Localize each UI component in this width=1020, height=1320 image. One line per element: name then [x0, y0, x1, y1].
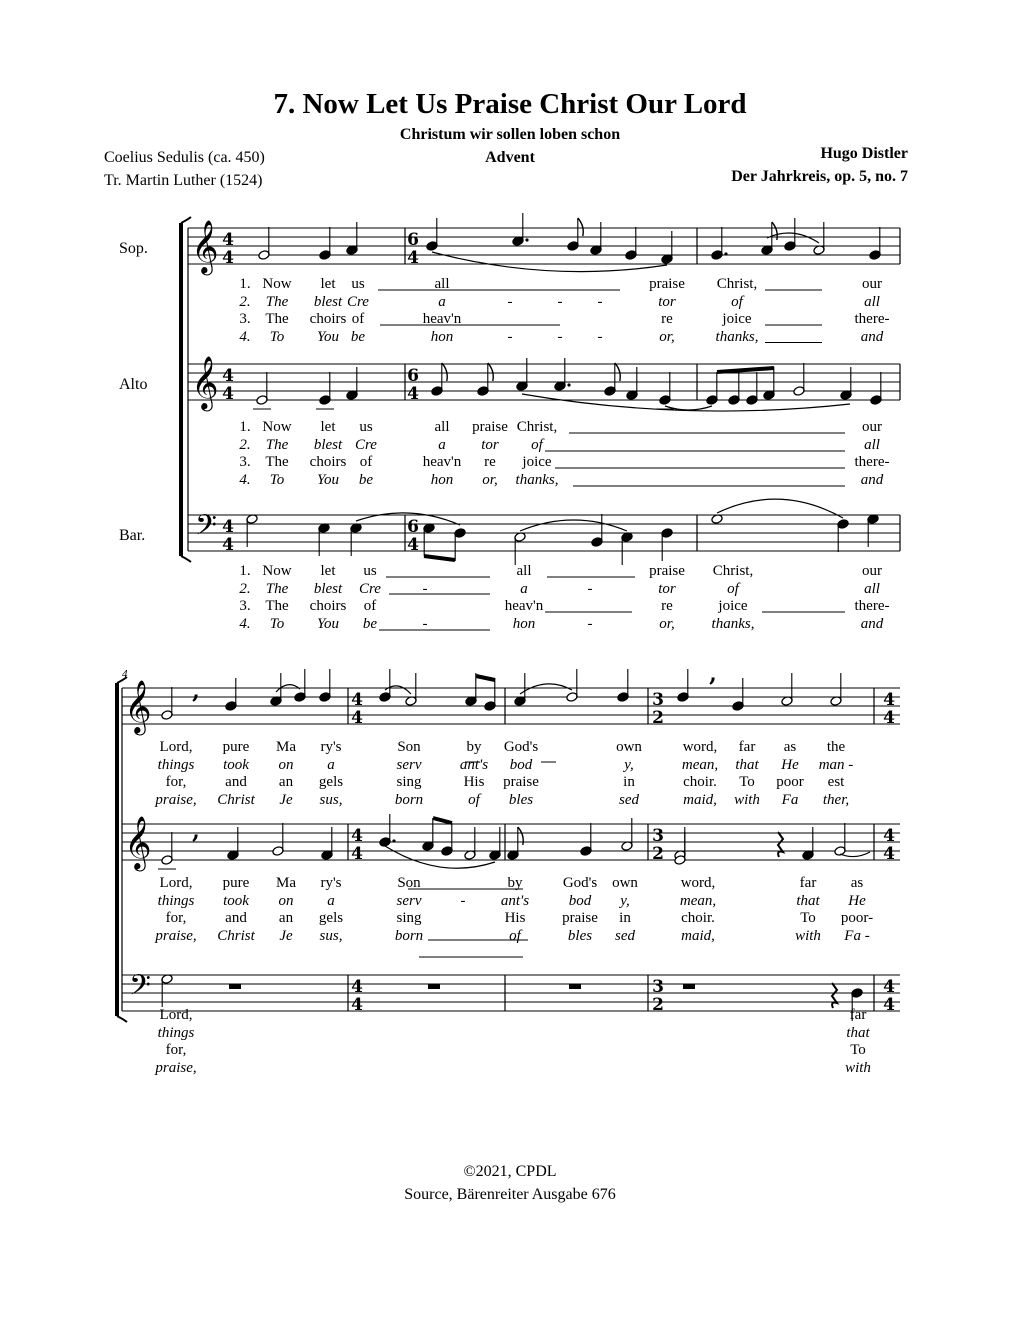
- time-signature-bottom: 4: [407, 384, 419, 404]
- lyric-syllable: praise: [503, 774, 539, 790]
- lyric-syllable: word,: [680, 875, 716, 891]
- time-signature-top: 6: [407, 366, 419, 386]
- slur: [522, 394, 850, 411]
- lyric-syllable: choirs: [309, 454, 347, 470]
- time-signature-bottom: 4: [351, 844, 363, 864]
- lyric-syllable: tor: [658, 580, 676, 597]
- time-signature-top: 4: [351, 977, 363, 997]
- lyric-syllable: gels: [318, 774, 344, 790]
- lyric-syllable: a: [520, 580, 528, 597]
- note-flag: [615, 363, 620, 381]
- lyric-syllable: as: [783, 739, 797, 755]
- lyric-syllable: Fa: [781, 791, 799, 808]
- lyric-syllable: a: [438, 436, 446, 453]
- lyric-syllable: Cre: [355, 436, 377, 453]
- lyric-syllable: Cre: [359, 580, 381, 597]
- bracket-hook: [181, 217, 191, 223]
- source-notice: Source, Bärenreiter Ausgabe 676: [404, 1186, 616, 1203]
- lyric-syllable: in: [623, 774, 635, 790]
- lyric-syllable: The: [265, 598, 289, 614]
- alto-label: Alto: [119, 376, 148, 393]
- german-subtitle: Christum wir sollen loben schon: [399, 126, 621, 143]
- time-signature-bottom: 4: [351, 708, 363, 728]
- lyric-syllable: tor: [481, 436, 499, 453]
- lyric-syllable: To: [269, 328, 285, 345]
- lyric-syllable: 1.: [239, 276, 251, 292]
- lyric-syllable: -: [507, 293, 513, 310]
- time-signature-bottom: 2: [652, 844, 664, 864]
- lyric-syllable: blest: [313, 580, 343, 597]
- lyric-syllable: our: [862, 563, 882, 579]
- lyric-syllable: Christ: [217, 927, 255, 944]
- lyric-syllable: The: [265, 311, 289, 327]
- lyric-syllable: praise: [472, 419, 508, 435]
- copyright-notice: ©2021, CPDL: [463, 1163, 557, 1180]
- lyric-syllable: -: [597, 328, 603, 345]
- lyric-syllable: sing: [396, 910, 422, 926]
- lyric-syllable: bod: [509, 756, 533, 773]
- breath-mark: ,: [192, 678, 200, 704]
- lyric-syllable: let: [320, 563, 336, 579]
- treble-clef: 𝄞: [124, 815, 152, 869]
- slur: [767, 233, 819, 243]
- lyric-syllable: sus,: [319, 791, 343, 808]
- whole-rest: [569, 984, 581, 989]
- note-flag: [442, 363, 447, 381]
- lyric-syllable: Christ,: [712, 563, 754, 579]
- lyric-syllable: 4.: [239, 471, 251, 488]
- lyric-syllable: -: [587, 580, 593, 597]
- lyric-syllable: 3.: [239, 311, 251, 327]
- lyric-syllable: Lord,: [159, 875, 193, 891]
- lyric-syllable: there-: [854, 311, 890, 327]
- lyric-syllable: praise,: [155, 927, 197, 944]
- lyric-syllable: To: [739, 774, 755, 790]
- lyric-syllable: You: [317, 471, 339, 488]
- lyric-syllable: bles: [567, 927, 593, 944]
- lyric-syllable: on: [278, 892, 294, 909]
- lyric-syllable: and: [225, 910, 247, 926]
- liturgical-season: Advent: [485, 149, 535, 166]
- time-signature-top: 3: [652, 977, 664, 997]
- baritone-label: Bar.: [119, 527, 146, 544]
- note-beam: [476, 676, 495, 680]
- lyric-syllable: Ma: [276, 739, 296, 755]
- time-signature-top: 6: [407, 517, 419, 537]
- note-beam: [433, 818, 452, 823]
- lyric-syllable: re: [661, 598, 673, 614]
- lyric-syllable: He: [848, 892, 866, 909]
- augmentation-dot: [525, 238, 528, 241]
- lyric-syllable: that: [796, 892, 820, 909]
- lyric-syllable: 1.: [239, 419, 251, 435]
- lyric-syllable: Now: [262, 563, 292, 579]
- time-signature-bottom: 4: [407, 248, 419, 268]
- lyric-syllable: bles: [508, 791, 534, 808]
- lyric-syllable: mean,: [681, 756, 719, 773]
- lyric-syllable: 2.: [239, 436, 251, 453]
- lyric-syllable: blest: [313, 436, 343, 453]
- translator-credit: Tr. Martin Luther (1524): [104, 172, 263, 189]
- time-signature-top: 6: [407, 230, 419, 250]
- lyric-syllable: for,: [165, 774, 187, 790]
- bass-clef: 𝄢: [195, 509, 217, 549]
- lyric-syllable: sed: [619, 791, 639, 808]
- bracket-hook: [117, 1016, 127, 1022]
- lyric-syllable: a: [438, 293, 446, 310]
- lyric-syllable: let: [320, 419, 336, 435]
- lyric-syllable: heav'n: [422, 454, 462, 470]
- treble-clef: 𝄞: [191, 355, 219, 409]
- lyric-syllable: us: [359, 419, 373, 435]
- time-signature-bottom: 2: [652, 995, 664, 1015]
- lyric-syllable: blest: [313, 293, 343, 310]
- lyric-syllable: The: [265, 454, 289, 470]
- lyric-syllable: ther,: [822, 791, 850, 808]
- composer-credit: Hugo Distler: [820, 145, 908, 162]
- lyric-syllable: sing: [396, 774, 422, 790]
- lyric-syllable: The: [265, 436, 289, 453]
- lyric-syllable: Lord,: [159, 739, 193, 755]
- lyric-syllable: us: [363, 563, 377, 579]
- lyric-syllable: sus,: [319, 927, 343, 944]
- lyric-syllable: or,: [659, 615, 675, 632]
- lyric-syllable: our: [862, 419, 882, 435]
- lyric-syllable: of: [731, 293, 743, 310]
- bass-clef: 𝄢: [129, 969, 151, 1009]
- lyric-syllable: hon: [430, 471, 454, 488]
- lyric-syllable: an: [278, 910, 294, 926]
- lyric-syllable: own: [616, 739, 642, 755]
- time-signature-top: 3: [652, 826, 664, 846]
- time-signature-bottom: 4: [351, 995, 363, 1015]
- lyric-syllable: or,: [482, 471, 498, 488]
- lyric-syllable: far: [738, 739, 756, 755]
- time-signature-bottom: 4: [222, 535, 234, 555]
- whole-rest: [229, 984, 241, 989]
- time-signature-top: 4: [883, 690, 895, 710]
- lyric-syllable: heav'n: [504, 598, 544, 614]
- note-beam: [717, 368, 774, 372]
- lyric-syllable: things: [157, 1024, 195, 1041]
- lyric-syllable: all: [516, 563, 532, 579]
- lyric-syllable: joice: [522, 454, 552, 470]
- augmentation-dot: [567, 383, 570, 386]
- lyric-syllable: joice: [718, 598, 748, 614]
- lyric-syllable: ant's: [459, 756, 489, 773]
- lyric-syllable: y,: [624, 756, 634, 773]
- lyric-syllable: Now: [262, 276, 292, 292]
- lyric-syllable: of: [509, 927, 521, 944]
- time-signature-top: 4: [351, 690, 363, 710]
- lyric-syllable: far: [849, 1007, 867, 1023]
- lyric-syllable: as: [850, 875, 864, 891]
- lyric-syllable: Now: [262, 419, 292, 435]
- lyric-syllable: born: [394, 791, 424, 808]
- lyric-syllable: ant's: [500, 892, 530, 909]
- lyric-syllable: To: [800, 910, 816, 926]
- lyric-syllable: praise: [649, 276, 685, 292]
- lyric-syllable: took: [223, 756, 249, 773]
- lyric-syllable: thanks,: [711, 615, 755, 632]
- lyric-syllable: born: [394, 927, 424, 944]
- lyric-syllable: by: [466, 739, 482, 755]
- lyric-syllable: for,: [165, 1042, 187, 1058]
- lyric-syllable: poor: [776, 774, 804, 790]
- lyric-syllable: ry's: [320, 739, 342, 755]
- lyric-syllable: Christ,: [516, 419, 558, 435]
- lyric-syllable: a: [327, 892, 335, 909]
- time-signature-bottom: 2: [652, 708, 664, 728]
- lyric-syllable: Ma: [276, 875, 296, 891]
- lyric-syllable: His: [463, 774, 485, 790]
- whole-rest: [683, 984, 695, 989]
- lyric-syllable: -: [422, 580, 428, 597]
- lyric-syllable: ry's: [320, 875, 342, 891]
- time-signature-top: 4: [222, 230, 234, 250]
- bracket-hook: [181, 556, 191, 562]
- lyric-syllable: be: [358, 471, 374, 488]
- lyric-syllable: for,: [165, 910, 187, 926]
- lyric-syllable: praise,: [155, 1059, 197, 1076]
- lyric-syllable: serv: [396, 892, 422, 909]
- lyric-syllable: Je: [279, 927, 293, 944]
- lyric-syllable: -: [460, 892, 466, 909]
- lyric-syllable: word,: [682, 739, 718, 755]
- slur: [520, 684, 572, 694]
- collection-credit: Der Jahrkreis, op. 5, no. 7: [731, 168, 908, 185]
- lyric-syllable: praise: [562, 910, 598, 926]
- time-signature-top: 4: [222, 517, 234, 537]
- lyric-syllable: His: [504, 910, 526, 926]
- lyric-syllable: all: [864, 436, 880, 453]
- lyric-syllable: pure: [222, 875, 250, 891]
- soprano-label: Sop.: [119, 240, 148, 257]
- lyric-syllable: joice: [722, 311, 752, 327]
- time-signature-bottom: 4: [883, 995, 895, 1015]
- lyric-syllable: things: [157, 756, 195, 773]
- whole-rest: [428, 984, 440, 989]
- lyric-syllable: You: [317, 328, 339, 345]
- lyric-syllable: -: [507, 328, 513, 345]
- lyric-syllable: thanks,: [515, 471, 559, 488]
- lyric-syllable: hon: [512, 615, 536, 632]
- lyric-syllable: The: [265, 293, 289, 310]
- time-signature-bottom: 4: [883, 708, 895, 728]
- lyric-syllable: hon: [430, 328, 454, 345]
- slur: [385, 846, 495, 868]
- lyric-syllable: -: [557, 293, 563, 310]
- lyric-syllable: in: [619, 910, 631, 926]
- lyric-syllable: man -: [818, 756, 854, 773]
- lyric-syllable: a: [327, 756, 335, 773]
- lyric-syllable: an: [278, 774, 294, 790]
- lyric-syllable: there-: [854, 454, 890, 470]
- lyric-syllable: Fa -: [844, 927, 870, 944]
- lyric-syllable: and: [860, 328, 884, 345]
- time-signature-bottom: 4: [883, 844, 895, 864]
- lyric-syllable: 4.: [239, 615, 251, 632]
- lyric-syllable: choir.: [683, 774, 717, 790]
- lyric-syllable: mean,: [679, 892, 717, 909]
- lyric-syllable: 3.: [239, 598, 251, 614]
- lyric-syllable: choirs: [309, 598, 347, 614]
- lyric-syllable: To: [269, 615, 285, 632]
- lyric-syllable: serv: [396, 756, 422, 773]
- lyric-syllable: Christ: [217, 791, 255, 808]
- lyric-syllable: there-: [854, 598, 890, 614]
- lyric-syllable: tor: [658, 293, 676, 310]
- lyric-syllable: things: [157, 892, 195, 909]
- lyric-syllable: of: [727, 580, 739, 597]
- lyric-syllable: est: [827, 774, 845, 790]
- lyric-syllable: heav'n: [422, 311, 462, 327]
- lyric-syllable: took: [223, 892, 249, 909]
- lyric-syllable: Je: [279, 791, 293, 808]
- note-flag: [488, 363, 493, 381]
- slur: [520, 520, 627, 531]
- lyric-syllable: on: [278, 756, 294, 773]
- lyric-syllable: To: [850, 1042, 866, 1058]
- lyric-syllable: -: [422, 615, 428, 632]
- lyric-syllable: all: [434, 419, 450, 435]
- lyric-syllable: The: [265, 580, 289, 597]
- lyric-syllable: bod: [568, 892, 592, 909]
- lyric-syllable: 2.: [239, 293, 251, 310]
- lyric-syllable: of: [363, 598, 377, 614]
- lyric-syllable: with: [795, 927, 821, 944]
- time-signature-bottom: 4: [407, 535, 419, 555]
- lyric-syllable: let: [320, 276, 336, 292]
- lyric-syllable: 2.: [239, 580, 251, 597]
- note-flag: [578, 218, 583, 236]
- lyric-syllable: sed: [615, 927, 635, 944]
- lyric-syllable: 1.: [239, 563, 251, 579]
- lyric-syllable: and: [860, 471, 884, 488]
- piece-title: 7. Now Let Us Praise Christ Our Lord: [273, 88, 747, 120]
- lyric-syllable: God's: [562, 875, 598, 891]
- lyric-syllable: by: [507, 875, 523, 891]
- lyric-syllable: re: [661, 311, 673, 327]
- lyric-syllable: and: [860, 615, 884, 632]
- lyric-syllable: maid,: [681, 927, 715, 944]
- lyric-syllable: y,: [620, 892, 630, 909]
- lyric-syllable: our: [862, 276, 882, 292]
- lyric-syllable: all: [434, 276, 450, 292]
- lyric-syllable: pure: [222, 739, 250, 755]
- lyric-syllable: -: [557, 328, 563, 345]
- time-signature-top: 4: [883, 826, 895, 846]
- lyric-syllable: Cre: [347, 293, 369, 310]
- lyric-syllable: Son: [397, 875, 421, 891]
- lyric-syllable: be: [350, 328, 366, 345]
- lyric-syllable: own: [612, 875, 638, 891]
- lyric-syllable: gels: [318, 910, 344, 926]
- lyric-syllable: all: [864, 293, 880, 310]
- augmentation-dot: [724, 252, 727, 255]
- lyric-syllable: choirs: [309, 311, 347, 327]
- note-beam: [424, 556, 455, 560]
- lyric-syllable: of: [359, 454, 373, 470]
- breath-mark: ,: [192, 818, 200, 844]
- lyric-syllable: You: [317, 615, 339, 632]
- lyric-syllable: Christ,: [716, 276, 758, 292]
- lyric-syllable: praise,: [155, 791, 197, 808]
- lyric-syllable: -: [587, 615, 593, 632]
- lyric-syllable: that: [846, 1024, 870, 1041]
- time-signature-bottom: 4: [222, 384, 234, 404]
- augmentation-dot: [392, 839, 395, 842]
- treble-clef: 𝄞: [191, 219, 219, 273]
- lyric-syllable: thanks,: [715, 328, 759, 345]
- time-signature-bottom: 4: [222, 248, 234, 268]
- lyric-syllable: praise: [649, 563, 685, 579]
- lyric-syllable: Son: [397, 739, 421, 755]
- lyric-syllable: or,: [659, 328, 675, 345]
- lyric-syllable: poor-: [840, 910, 874, 926]
- lyric-syllable: of: [468, 791, 480, 808]
- lyric-syllable: and: [225, 774, 247, 790]
- lyric-syllable: 4.: [239, 328, 251, 345]
- slur: [385, 686, 411, 694]
- quarter-rest: [778, 832, 783, 857]
- time-signature-top: 3: [652, 690, 664, 710]
- lyric-syllable: be: [362, 615, 378, 632]
- lyric-syllable: of: [351, 311, 365, 327]
- lyric-syllable: re: [484, 454, 496, 470]
- lyric-syllable: that: [735, 756, 759, 773]
- time-signature-top: 4: [222, 366, 234, 386]
- lyric-syllable: choir.: [681, 910, 715, 926]
- lyric-syllable: all: [864, 580, 880, 597]
- lyric-syllable: -: [597, 293, 603, 310]
- lyric-syllable: of: [531, 436, 543, 453]
- lyric-syllable: Lord,: [159, 1007, 193, 1023]
- time-signature-top: 4: [351, 826, 363, 846]
- lyric-syllable: To: [269, 471, 285, 488]
- lyric-syllable: He: [781, 756, 799, 773]
- measure-number: 4: [122, 668, 128, 680]
- lyric-syllable: far: [799, 875, 817, 891]
- lyric-syllable: us: [351, 276, 365, 292]
- quarter-rest: [832, 983, 837, 1008]
- lyric-syllable: God's: [503, 739, 539, 755]
- lyric-syllable: with: [845, 1059, 871, 1076]
- lyric-syllable: the: [826, 739, 846, 755]
- poet-credit: Coelius Sedulis (ca. 450): [104, 149, 265, 166]
- lyric-syllable: 3.: [239, 454, 251, 470]
- time-signature-top: 4: [883, 977, 895, 997]
- lyric-syllable: maid,: [683, 791, 717, 808]
- treble-clef: 𝄞: [124, 679, 152, 733]
- breath-mark: ,: [709, 661, 717, 687]
- lyric-syllable: with: [734, 791, 760, 808]
